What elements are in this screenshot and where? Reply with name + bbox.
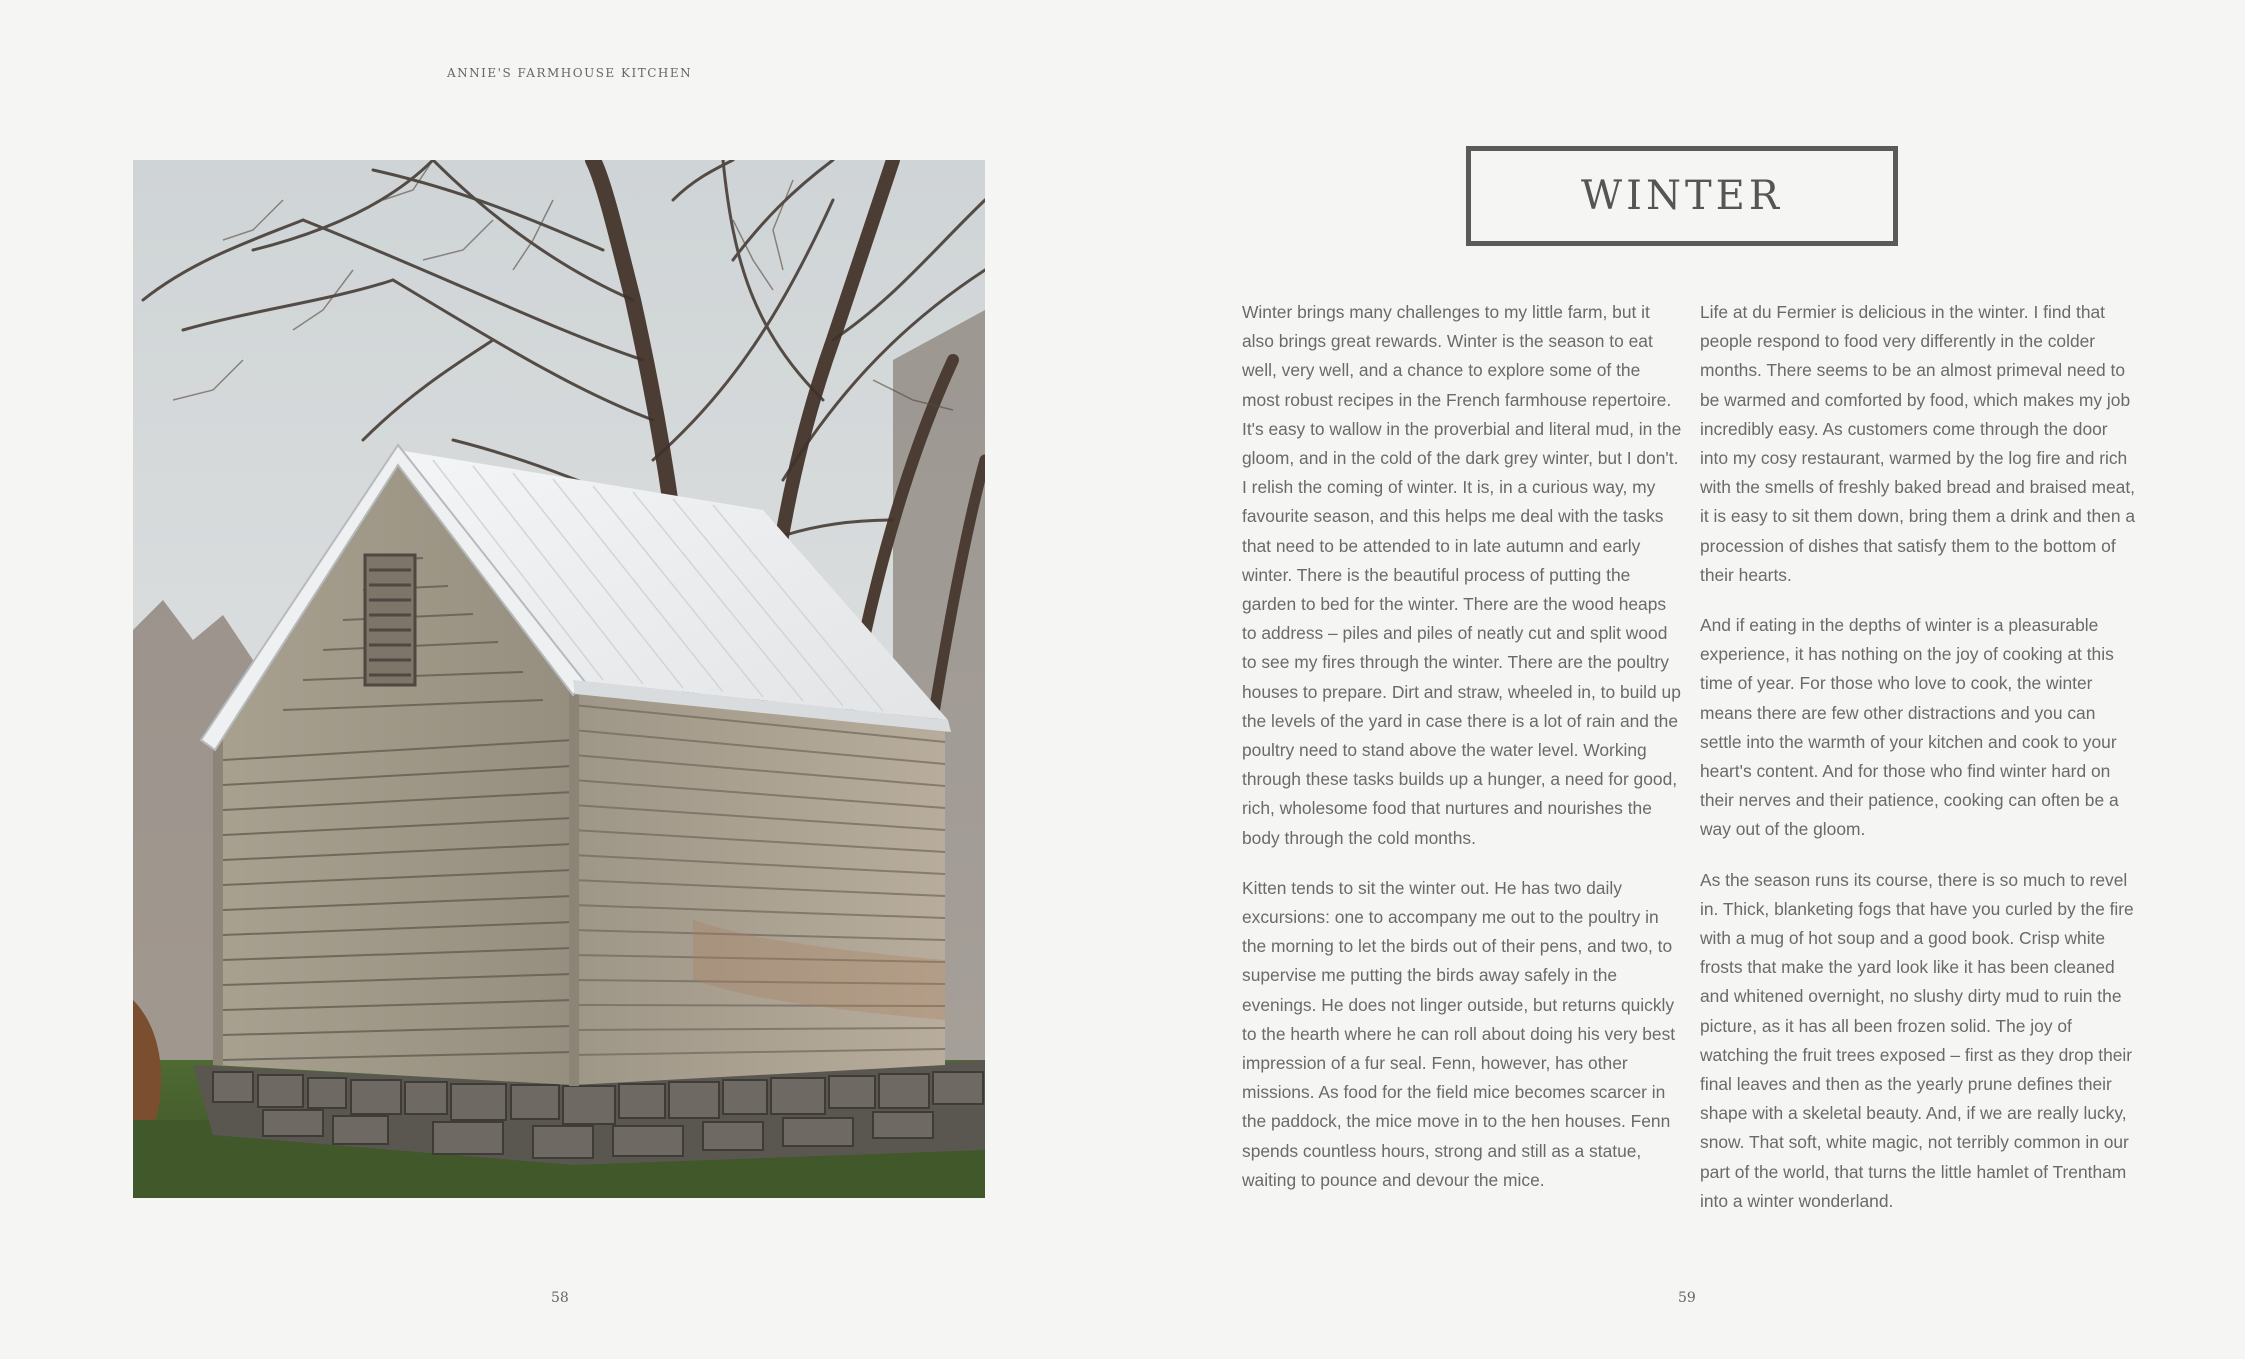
right-page [1122, 0, 2245, 1359]
paragraph: And if eating in the depths of winter is a pleasurable experience, it has nothing on the joy of cooking at this time of year. For those who love to cook, the winter means there are few other distractions and you can settle into the warmth of your kitchen and cook to your heart's content. And for those who find winter hard on their nerves and their patience, cooking can often be a way out of the gloom. [1700, 615, 2119, 840]
paragraph: Kitten tends to sit the winter out. He has two daily excursions: one to accompany me out to the poultry in the morning to let the birds out of their pens, and two, to supervise me putting the birds away safely in the evenings. He does not linger outside, but returns quickly to the hearth where he can roll about doing his very best impression of a fur seal. Fenn, however, has other missions. As food for the field mice becomes scarcer in the paddock, the mice move in to the hen houses. Fenn spends countless hours, strong and still as a statue, waiting to pounce and devour the mice. [1242, 877, 1676, 1190]
chapter-title-box [1466, 146, 1898, 246]
text-column-left [1242, 298, 1682, 1216]
chapter-title: WINTER [1581, 173, 1783, 219]
page-number-left: 58 [551, 1290, 569, 1306]
paragraph: As the season runs its course, there is so much to revel in. Thick, blanketing fogs that have you curled by the fire with a mug of hot soup and a good book. Crisp white frosts that make the yard look like it has been cleaned and whitened overnight, no slushy dirty mud to ruin the picture, as it has all been frozen solid. The joy of watching the fruit trees exposed – first as they drop their final leaves and then as the yearly prune defines their shape with a skeletal beauty. And, if we are really lucky, snow. That soft, white magic, not terribly common in our part of the world, that turns the little hamlet of Trentham into a winter wonderland. [1700, 869, 2134, 1211]
barn-photo [133, 160, 985, 1198]
left-page [0, 0, 1122, 1359]
text-column-right [1700, 298, 2140, 1237]
paragraph: Life at du Fermier is delicious in the winter. I find that people respond to food very differently in the colder months. There seems to be an almost primeval need to be warmed and comforted by food, which makes my job incredibly easy. As customers come through the door into my cosy restaurant, warmed by the log fire and rich with the smells of freshly baked bread and braised meat, it is easy to sit them down, bring them a drink and then a procession of dishes that satisfy them to the bottom of their hearts. [1700, 302, 2135, 585]
page-number-right: 59 [1678, 1290, 1696, 1306]
running-head: ANNIE'S FARMHOUSE KITCHEN [447, 66, 693, 80]
paragraph: Winter brings many challenges to my little farm, but it also brings great rewards. Winter is the season to eat well, very well, and a chance to explore some of the most robust recipes in the French farmhouse repertoire. It's easy to wallow in the proverbial and literal mud, in the gloom, and in the cold of the dark grey winter, but I don't. I relish the coming of winter. It is, in a curious way, my favourite season, and this helps me deal with the tasks that need to be attended to in late autumn and early winter. There is the beautiful process of putting the garden to bed for the winter. There are the wood heaps to address – piles and piles of neatly cut and split wood to see my fires through the winter. There are the poultry houses to prepare. Dirt and straw, wheeled in, to build up the levels of the yard in case there is a lot of rain and the poultry need to stand above the water level. Working through these tasks builds up a hunger, a need for good, rich, wholesome food that nurtures and nourishes the body through the cold months. [1242, 302, 1682, 848]
